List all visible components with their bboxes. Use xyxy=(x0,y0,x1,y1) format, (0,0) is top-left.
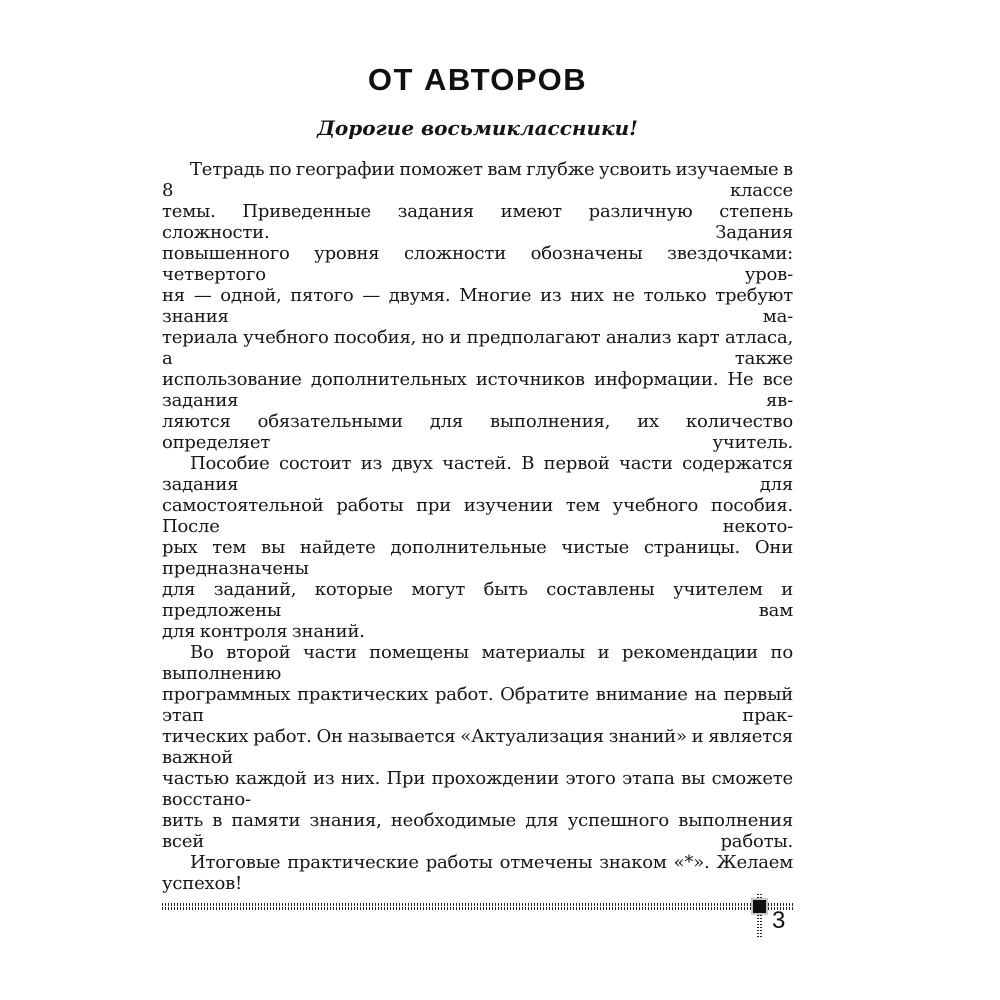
paragraph-line: частью каждой из них. При прохождении этого этапа вы сможете восстано- xyxy=(162,768,793,810)
paragraph-line: для заданий, которые могут быть составлены учителем и предложены вам xyxy=(162,579,793,621)
railway-dashed-line-icon xyxy=(162,903,793,910)
body-text xyxy=(162,159,793,894)
paragraph-line: использование дополнительных источников информации. Не все задания яв- xyxy=(162,369,793,411)
paragraph-line: для контроля знаний. xyxy=(162,621,365,642)
paragraph-line: Итоговые практические работы отмечены знаком «*». Желаем успехов! xyxy=(162,852,793,894)
paragraph-line: териала учебного пособия, но и предполагают анализ карт атласа, а также xyxy=(162,327,793,369)
salutation-line: Дорогие восьмиклассники! xyxy=(317,116,638,140)
paragraph-line: повышенного уровня сложности обозначены звездочками: четвертого уров- xyxy=(162,243,793,285)
paragraph-line: темы. Приведенные задания имеют различную степень сложности. Задания xyxy=(162,201,793,243)
paragraph-line: тических работ. Он называется «Актуализация знаний» и является важной xyxy=(162,726,793,768)
paragraph-line: Во второй части помещены материалы и рекомендации по выполнению xyxy=(162,642,793,684)
paragraph-line: ляются обязательными для выполнения, их количество определяет учитель. xyxy=(162,411,793,453)
page-number: 3 xyxy=(772,907,786,934)
paragraph-line: программных практических работ. Обратите внимание на первый этап прак- xyxy=(162,684,793,726)
paragraph-line: вить в памяти знания, необходимые для успешного выполнения всей работы. xyxy=(162,810,793,852)
paragraph-line: ня — одной, пятого — двумя. Многие из них не только требуют знания ма- xyxy=(162,285,793,327)
page-title: ОТ АВТОРОВ xyxy=(367,62,588,97)
paragraph-line: рых тем вы найдете дополнительные чистые страницы. Они предназначены xyxy=(162,537,793,579)
paragraph-line: самостоятельной работы при изучении тем учебного пособия. После некото- xyxy=(162,495,793,537)
paragraph-line: Пособие состоит из двух частей. В первой части содержатся задания для xyxy=(162,453,793,495)
paragraph-line: Тетрадь по географии поможет вам глубже усвоить изучаемые в 8 классе xyxy=(162,159,793,201)
railway-station-square-icon xyxy=(751,898,768,915)
